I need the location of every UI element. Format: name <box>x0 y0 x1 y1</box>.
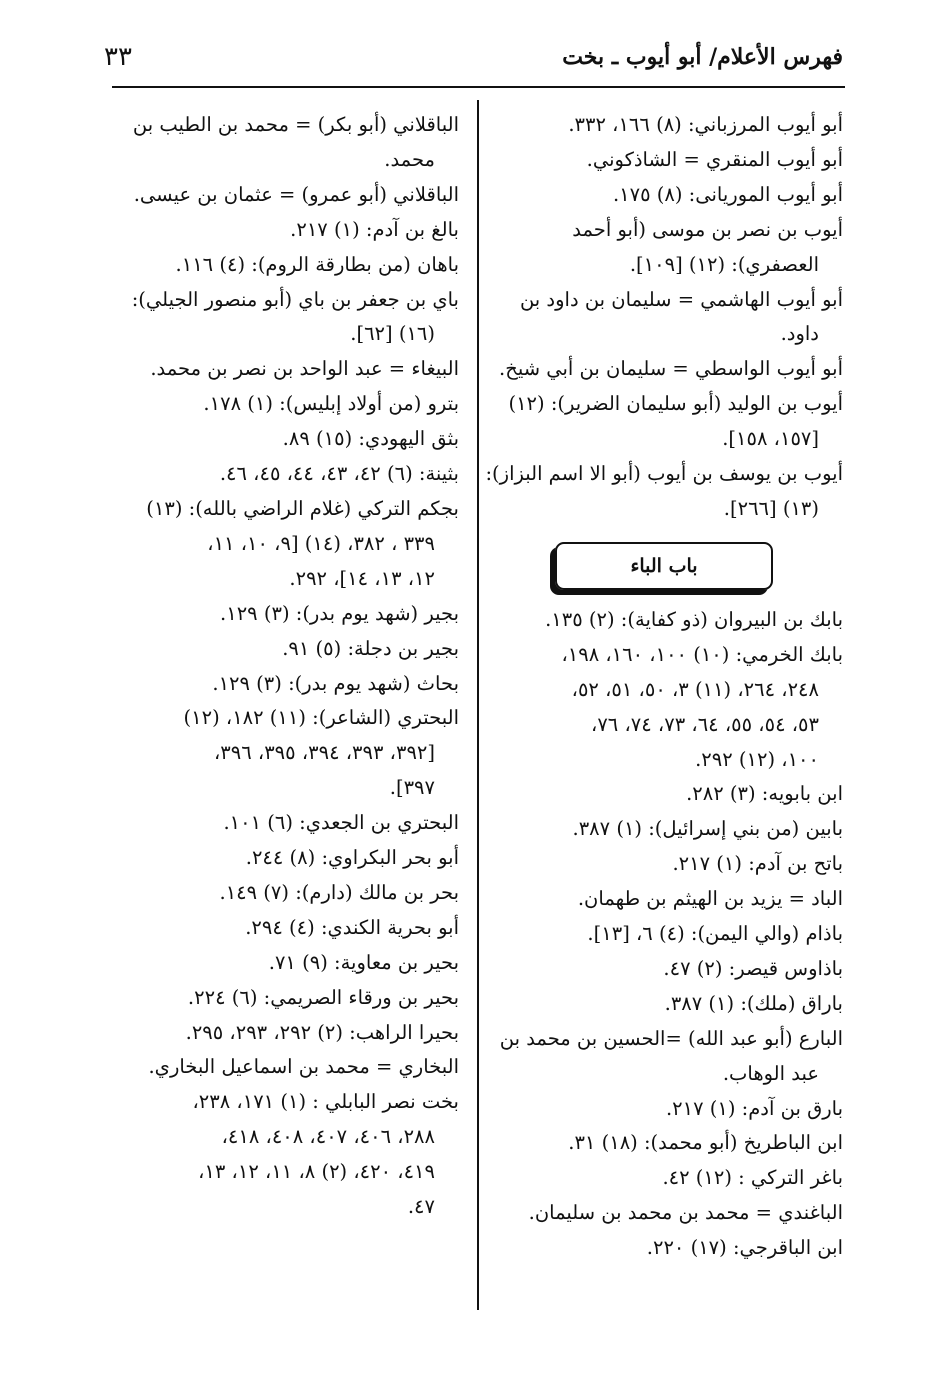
index-entry-continuation: ٤١٩، ٤٢٠، (٢) ٨، ١١، ١٢، ١٣، <box>198 1160 435 1184</box>
index-entry: الباقلاني (أبو بكر) = محمد بن الطيب بن <box>132 113 459 136</box>
index-entry-continuation: (١٦) [٦٢]. <box>350 322 435 346</box>
index-entry: باغر التركي : (١٢) ٤٢. <box>662 1166 843 1190</box>
index-entry: ابن الباطريخ (أبو محمد): (١٨) ٣١. <box>568 1131 843 1155</box>
index-entry: بابك الخرمي: (١٠) ١٠٠، ١٦٠، ١٩٨، <box>561 642 843 666</box>
index-entry: البيغاء = عبد الواحد بن نصر بن محمد. <box>150 357 459 381</box>
index-entry: بحير بن ورقاء الصريمي: (٦) ٢٢٤. <box>187 985 459 1009</box>
index-entry-continuation: [٣٩٢، ٣٩٣، ٣٩٤، ٣٩٥، ٣٩٦، <box>213 741 435 765</box>
index-entry-continuation: ١٢، ١٣، ١٤]، ٢٩٢. <box>289 566 435 590</box>
index-entry-continuation: ٣٣٩ ، ٣٨٢، (١٤) [٩، ١٠، ١١، <box>207 531 435 555</box>
running-header-title: فهرس الأعلام/ أبو أيوب ـ بخت <box>562 44 843 70</box>
index-entry-continuation: [١٥٧، ١٥٨]. <box>722 427 819 451</box>
index-entry: الباغندي = محمد بن محمد بن سليمان. <box>528 1201 843 1225</box>
section-heading-box: باب الباء <box>555 542 773 590</box>
index-entry-continuation: العصفري): (١٢) [١٠٩]. <box>629 252 819 276</box>
index-entry-continuation: عبد الوهاب. <box>722 1061 819 1085</box>
index-entry-continuation: (١٣) [٢٦٦]. <box>723 496 819 520</box>
index-entry-continuation: ١٠٠، (١٢) ٢٩٢. <box>695 747 819 771</box>
index-entry: أبو أيوب المرزباني: (٨) ١٦٦، ٣٣٢. <box>568 113 843 136</box>
index-entry: بجكم التركي (غلام الراضي بالله): (١٣) <box>146 496 459 520</box>
index-entry: الباد = يزيد بن الهيثم بن طهمان. <box>577 887 843 911</box>
index-entry: باذام (والي اليمن): (٤) ٦، [١٣]. <box>587 922 843 946</box>
index-entry: باراق (ملك): (١) ٣٨٧. <box>664 991 843 1015</box>
index-entry: بحيرا الراهب: (٢) ٢٩٢، ٢٩٣، ٢٩٥. <box>185 1020 459 1044</box>
index-column-right <box>485 108 843 1266</box>
index-entry-continuation: ٣٩٧]. <box>389 776 435 800</box>
index-entry: بثق اليهودي: (١٥) ٨٩. <box>282 427 459 451</box>
index-entry: باذاوس قيصر: (٢) ٤٧. <box>663 956 843 980</box>
index-entry: بالغ بن آدم: (١) ٢١٧. <box>290 217 459 241</box>
index-entry: بحر بن مالك (دارم): (٧) ١٤٩. <box>219 880 459 904</box>
index-entry: أبو أيوب الموريانى: (٨) ١٧٥. <box>612 182 843 206</box>
index-entry: أبو أيوب المنقري = الشاذكوني. <box>586 147 843 171</box>
index-entry: بحير بن معاوية: (٩) ٧١. <box>268 950 459 974</box>
index-entry: بثينة: (٦) ٤٢، ٤٣، ٤٤، ٤٥، ٤٦. <box>219 462 459 486</box>
index-entry: باي بن جعفر بن باي (أبو منصور الجيلي): <box>131 287 459 311</box>
section-heading-row <box>485 533 843 599</box>
index-entry-continuation: ٢٤٨، ٢٦٤، (١١) ٣، ٥٠، ٥١، ٥٢، <box>571 677 819 701</box>
index-entry: أيوب بن نصر بن موسى (أبو أحمد <box>572 217 843 241</box>
index-entry-continuation: ٥٣، ٥٤، ٥٥، ٦٤، ٧٣، ٧٤، ٧٦، <box>591 712 819 736</box>
page-number: ٣٣ <box>104 42 132 72</box>
index-entry: بحاث (شهد يوم بدر): (٣) ١٢٩. <box>212 671 459 695</box>
index-entry-continuation: ٤٧. <box>407 1195 435 1219</box>
index-entry: أبو أيوب الهاشمي = سليمان بن داود بن <box>519 287 843 311</box>
index-entry: البخاري = محمد بن اسماعيل البخاري. <box>148 1055 459 1079</box>
index-entry: أبو بحر البكراوي: (٨) ٢٤٤. <box>245 846 459 870</box>
index-entry: ابن بابويه: (٣) ٢٨٢. <box>686 782 843 806</box>
index-entry: باهان (من بطارقة الروم): (٤) ١١٦. <box>175 252 459 276</box>
index-entry-continuation: داود. <box>780 322 819 346</box>
index-entry: بترو (من أولاد إبليس): (١) ١٧٨. <box>203 392 459 416</box>
index-entry: أيوب بن الوليد (أبو سليمان الضرير): (١٢) <box>508 392 843 416</box>
index-entry: ابن الباقرجي: (١٧) ٢٢٠. <box>646 1236 843 1260</box>
index-entry: البحتري (الشاعر): (١١) ١٨٢، (١٢) <box>183 706 459 730</box>
index-entry: بجير بن دجلة: (٥) ٩١. <box>282 636 459 660</box>
index-column-left <box>101 108 459 1225</box>
index-entry: بجير (شهد يوم بدر): (٣) ١٢٩. <box>220 601 459 625</box>
column-divider <box>477 100 479 1310</box>
header-rule <box>112 86 845 88</box>
index-entry: الباقلاني (أبو عمرو) = عثمان بن عيسى. <box>133 182 459 206</box>
index-entry: بابك بن البيروان (ذو كفاية): (٢) ١٣٥. <box>545 607 843 631</box>
index-entry: بابين (من بني إسرائيل): (١) ٣٨٧. <box>572 817 843 841</box>
index-entry-continuation: ٢٨٨، ٤٠٦، ٤٠٧، ٤٠٨، ٤١٨، <box>221 1125 435 1149</box>
index-entry: أبو بحرية الكندي: (٤) ٢٩٤. <box>245 915 459 939</box>
index-entry-continuation: محمد. <box>384 147 435 171</box>
index-entry: أيوب بن يوسف بن أيوب (أبو الا اسم البزاز): <box>485 462 843 486</box>
index-entry: بارق بن آدم: (١) ٢١٧. <box>665 1096 843 1120</box>
index-entry: أبو أيوب الواسطي = سليمان بن أبي شيخ. <box>499 357 843 381</box>
index-entry: بخت نصر البابلي : (١) ١٧١، ٢٣٨، <box>192 1090 459 1114</box>
index-entry: البارع (أبو عبد الله) =الحسين بن محمد بن <box>499 1026 843 1050</box>
index-entry: البحتري بن الجعدي: (٦) ١٠١. <box>223 811 459 835</box>
index-entry: باتح بن آدم: (١) ٢١٧. <box>672 852 843 876</box>
